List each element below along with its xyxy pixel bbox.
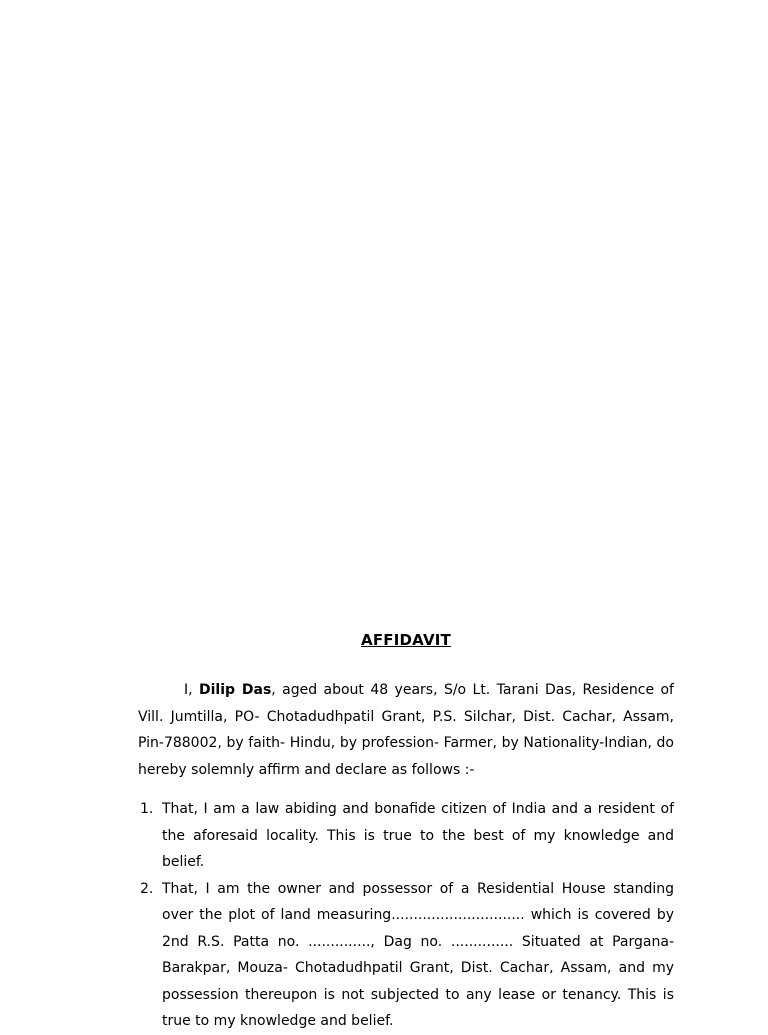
clause-item: [138, 796, 674, 876]
clause-number: 2.: [140, 880, 154, 897]
clause-list: [138, 796, 674, 1035]
intro-text: , aged about 48 years, S/o Lt. Tarani Das, Residence of Vill. Jumtilla, PO- Chotadudhpatil Grant, P.S. Silchar, Dist. Cachar, Assam, Pin-788002, by faith- Hindu, by profession- Farmer, by Nationality-Indian, do hereby solemnly affirm and declare as follows :-: [138, 682, 674, 778]
clause-number: 1.: [140, 801, 154, 817]
document-title: AFFIDAVIT: [361, 631, 451, 649]
clause-text: That, I am the owner and possessor of a Residential House standing over the plot of land measuring.............................. which is covered by 2nd R.S. Patta no. .............., Dag no. .............. Situated at Pargana-Barakpar, Mouza- Chotadudhpatil Grant, Dist. Cachar, Assam, and my possession thereupon is not subjected to any lease or tenancy. This is true to my knowledge and belief.: [162, 880, 674, 1029]
intro-paragraph: [138, 677, 674, 783]
clause-text: That, I am a law abiding and bonafide citizen of India and a resident of the aforesaid locality. This is true to the best of my knowledge and belief.: [162, 801, 674, 870]
deponent-name: Dilip Das: [199, 682, 272, 698]
intro-prefix: I,: [184, 682, 199, 698]
clause-item: [138, 876, 674, 1035]
